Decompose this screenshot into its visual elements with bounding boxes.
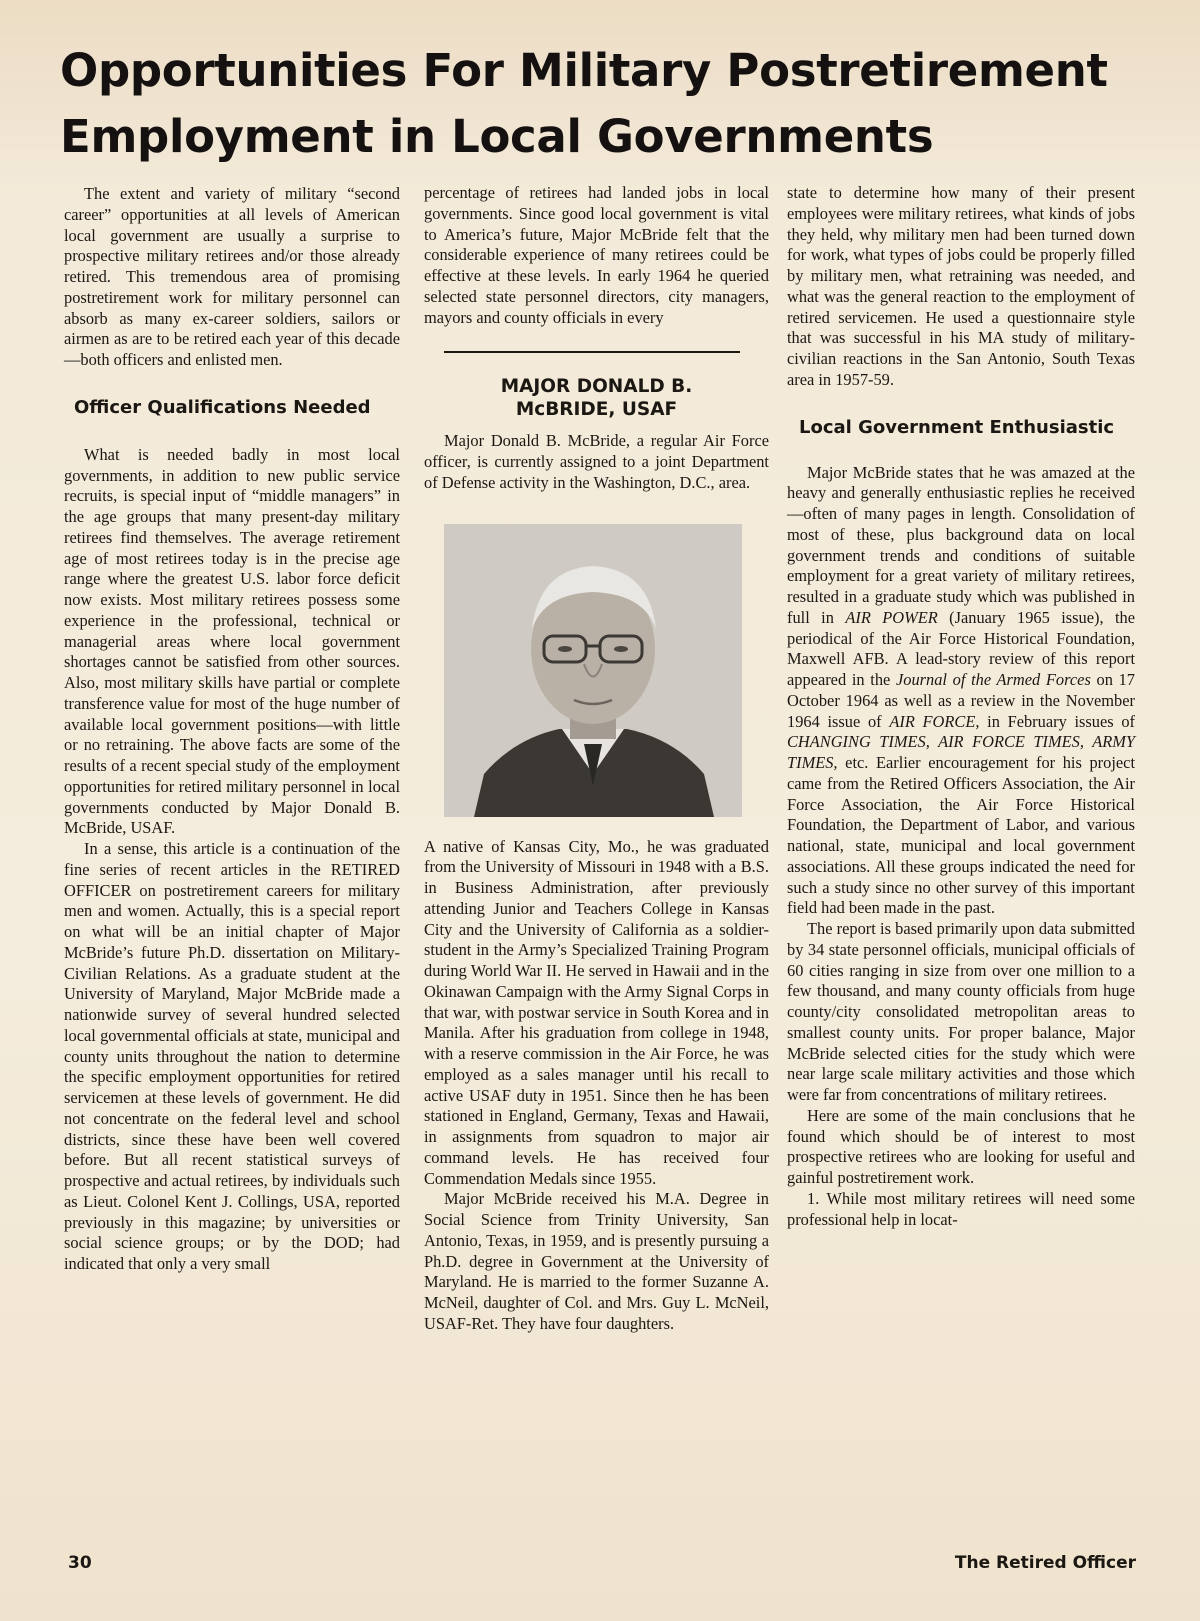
air-power-citation: AIR POWER <box>845 607 938 627</box>
divider-rule <box>444 351 740 353</box>
paragraph: 1. While most military retirees will need some professional help in locat- <box>787 1188 1135 1229</box>
column-2 <box>424 183 769 1335</box>
paragraph: Here are some of the main conclusions that he found which should be of interest to most prospective retirees who are looking for useful and gainful postretirement work. <box>787 1105 1135 1187</box>
title-line-1: Opportunities For Military Postretirement <box>60 44 1108 97</box>
magazine-name: The Retired Officer <box>954 1553 1136 1573</box>
air-force-citation: AIR FORCE, <box>889 711 980 731</box>
author-byline <box>424 375 769 421</box>
subhead-local-government: Local Government Enthusiastic <box>799 416 1115 438</box>
author-portrait-photo <box>444 524 742 817</box>
bio-paragraph: Major Donald B. McBride, a regular Air Force officer, is currently assigned to a joint Department of Defense activity in the Washington, D.C., area. <box>424 431 769 492</box>
bio-paragraph: Major McBride received his M.A. Degree in Social Science from Trinity University, San Antonio, Texas, in 1959, and is presently pursuing a Ph.D. degree in Government at the University of Maryland. He is married to the former Suzanne A. McNeil, daughter of Col. and Mrs. Guy L. McNeil, USAF-Ret. They have four daughters. <box>424 1189 769 1333</box>
paragraph-with-citations: Major McBride states that he was amazed at the heavy and generally enthusiastic replies he received—often of many pages in length. Consolidation of most of these, plus background data on local government trends and conditions of suitable employment for a great variety of military retirees, resulted in a graduate study which was published in full in AIR POWER (January 1965 issue), the periodical of the Air Force Historical Foundation, Maxwell AFB. A lead-story review of this report appeared in the Journal of the Armed Forces on 17 October 1964 as well as a review in the November 1964 issue of AIR FORCE, in February issues of CHANGING TIMES, AIR FORCE TIMES, ARMY TIMES, etc. Earlier encouragement for his project came from the Retired Officers Association, the Air Force Association, the Air Force Historical Foundation, the Department of Labor, and various national, state, municipal and local government associations. All these groups indicated the need for such a study since no other survey of this important field had been made in the past. <box>787 462 1135 918</box>
article-title <box>60 38 1160 170</box>
byline-line-1: MAJOR DONALD B. <box>500 376 693 398</box>
paragraph: The report is based primarily upon data submitted by 34 state personnel officials, municipal officials of 60 cities ranging in size from over one million to a few thousand, and many county officials from huge county/city consolidated metropolitan areas to smallest county units. For proper balance, Major McBride selected cities for the study which were near large scale military activities and those which were far from concentrations of military retirees. <box>787 919 1135 1104</box>
column-1 <box>64 184 400 1275</box>
journal-citation: Journal of the Armed Forces <box>896 670 1091 689</box>
bio-paragraph: A native of Kansas City, Mo., he was graduated from the University of Missouri in 1948 with a B.S. in Business Administration, after previously attending Junior and Teachers College in Kansas City and the University of California as a soldier-student in the Army’s Specialized Training Program during World War II. He served in Hawaii and in the Okinawan Campaign with the Army Signal Corps in that war, with postwar service in South Korea and in Manila. After his graduation from college in 1948, with a reserve commission in the Air Force, he was employed as a sales manager until his recall to active USAF duty in 1951. Since then he has been stationed in England, Germany, Texas and Hawaii, in assignments from squadron to major air command levels. He has received four Commendation Medals since 1955. <box>424 836 769 1188</box>
paragraph: In a sense, this article is a continuation of the fine series of recent articles in the RETIRED OFFICER on postretirement careers for military men and women. Actually, this is a special report on what will be an initial chapter of Major McBride’s future Ph.D. dissertation on Military-Civilian Relations. As a graduate student at the University of Maryland, Major McBride made a nationwide survey of several hundred selected local governmental officials at state, municipal and county units throughout the nation to determine the specific employment opportunities for retired servicemen at these levels of government. He did not concentrate on the federal level and school districts, since these have been well covered before. But all recent statistical surveys of prospective and actual retirees, by individuals such as Lieut. Colonel Kent J. Collings, USA, reported previously in this magazine; by universities or social science groups; or by the DOD; had indicated that only a very small <box>64 839 400 1273</box>
title-line-2: Employment in Local Governments <box>60 110 934 163</box>
byline-line-2: McBRIDE, USAF <box>515 399 678 421</box>
paragraph: percentage of retirees had landed jobs in local governments. Since good local government is vital to America’s future, Major McBride felt that the considerable experience of many retirees could be effective at these levels. In early 1964 he queried selected state personnel directors, city managers, mayors and county officials in every <box>424 183 769 327</box>
paragraph: What is needed badly in most local governments, in addition to new public service recruits, is special input of “middle managers” in the age groups that many present-day military retirees find themselves. The average retirement age of most retirees today is in the precise age range where the greatest U.S. labor force deficit now exists. Most military retirees possess some experience in the professional, technical or managerial areas where local government shortages cannot be satisfied from other sources. Also, most military skills have partial or complete transference value for most of the huge number of available local government positions—with little or no retraining. The above facts are some of the results of a recent special study of the employment opportunities for retired military personnel in local governments conducted by Major Donald B. McBride, USAF. <box>64 444 400 838</box>
paragraph: The extent and variety of military “second career” opportunities at all levels of American local government are usually a surprise to prospective military retirees and/or those already retired. This tremendous area of promising postretirement work for military personnel can absorb as many ex-career soldiers, sailors or airmen as are to be retired each year of this decade—both officers and enlisted men. <box>64 184 400 369</box>
author-bio <box>424 431 769 1334</box>
page-number: 30 <box>68 1553 92 1573</box>
column-3 <box>787 183 1135 1230</box>
portrait-photo-icon <box>444 524 742 817</box>
subhead-officer-qualifications: Officer Qualifications Needed <box>74 396 371 418</box>
times-citation: CHANGING TIMES, AIR FORCE TIMES, ARMY TIMES, <box>787 732 1135 772</box>
paragraph: state to determine how many of their present employees were military retirees, what kinds of jobs they held, why military men had been turned down for work, what types of jobs could be properly filled by military men, what retraining was needed, and what was the general reaction to the employment of retired servicemen. He used a questionnaire style that was successful in his MA study of military-civilian reactions in the San Antonio, South Texas area in 1957-59. <box>787 183 1135 389</box>
